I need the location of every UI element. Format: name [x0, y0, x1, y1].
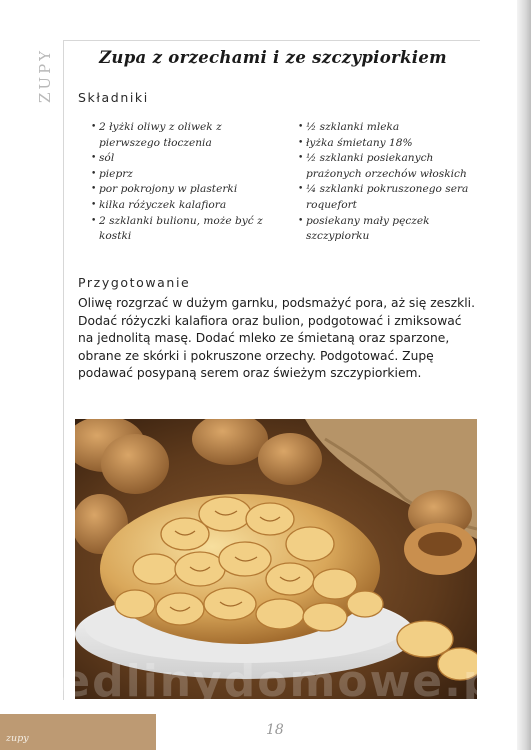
ingredient-item: • pieprz [91, 167, 283, 183]
page-number: 18 [266, 722, 284, 738]
frame-vertical-rule [63, 40, 64, 700]
ingredient-item: • ½ szklanki posiekanych prażonych orzechów włoskich [298, 151, 488, 182]
footer-section-label: zupy [6, 733, 29, 744]
section-side-label: ZUPY [36, 47, 54, 103]
recipe-title: Zupa z orzechami i ze szczypiorkiem [99, 48, 447, 67]
ingredient-item: • łyżka śmietany 18% [298, 136, 488, 152]
ingredient-item: • 2 łyżki oliwy z oliwek z pierwszego tłoczenia [91, 120, 283, 151]
ingredient-item: • ¼ szklanki pokruszonego sera roquefort [298, 182, 488, 213]
ingredient-item: • sól [91, 151, 283, 167]
ingredient-item: • 2 szklanki bulionu, może być z kostki [91, 214, 283, 245]
preparation-text: Oliwę rozgrzać w dużym garnku, podsmażyć pora, aż się zeszkli. Dodać różyczki kalafiora oraz bulion, podgotować i zmiksować na jednolitą masę. Dodać mleko ze śmietaną oraz sparzone, obrane ze skórki i pokruszone orzechy. Podgotować. Zupę podawać posypaną serem oraz świeżym szczypiorkiem. [78, 296, 475, 381]
ingredient-item: • ½ szklanki mleka [298, 120, 488, 136]
ingredients-list-left [91, 120, 283, 245]
watermark-text: wedlinydomowe.pl [17, 656, 514, 707]
preparation-heading: Przygotowanie [78, 275, 191, 290]
ingredient-item: • kilka różyczek kalafiora [91, 198, 283, 214]
ingredient-item: • por pokrojony w plasterki [91, 182, 283, 198]
ingredients-list-right [298, 120, 488, 245]
footer-section-tab [0, 714, 156, 750]
page-edge-shadow [517, 0, 531, 750]
ingredient-item: • posiekany mały pęczek szczypiorku [298, 214, 488, 245]
ingredients-heading: Składniki [78, 90, 149, 105]
frame-horizontal-rule [63, 40, 480, 41]
